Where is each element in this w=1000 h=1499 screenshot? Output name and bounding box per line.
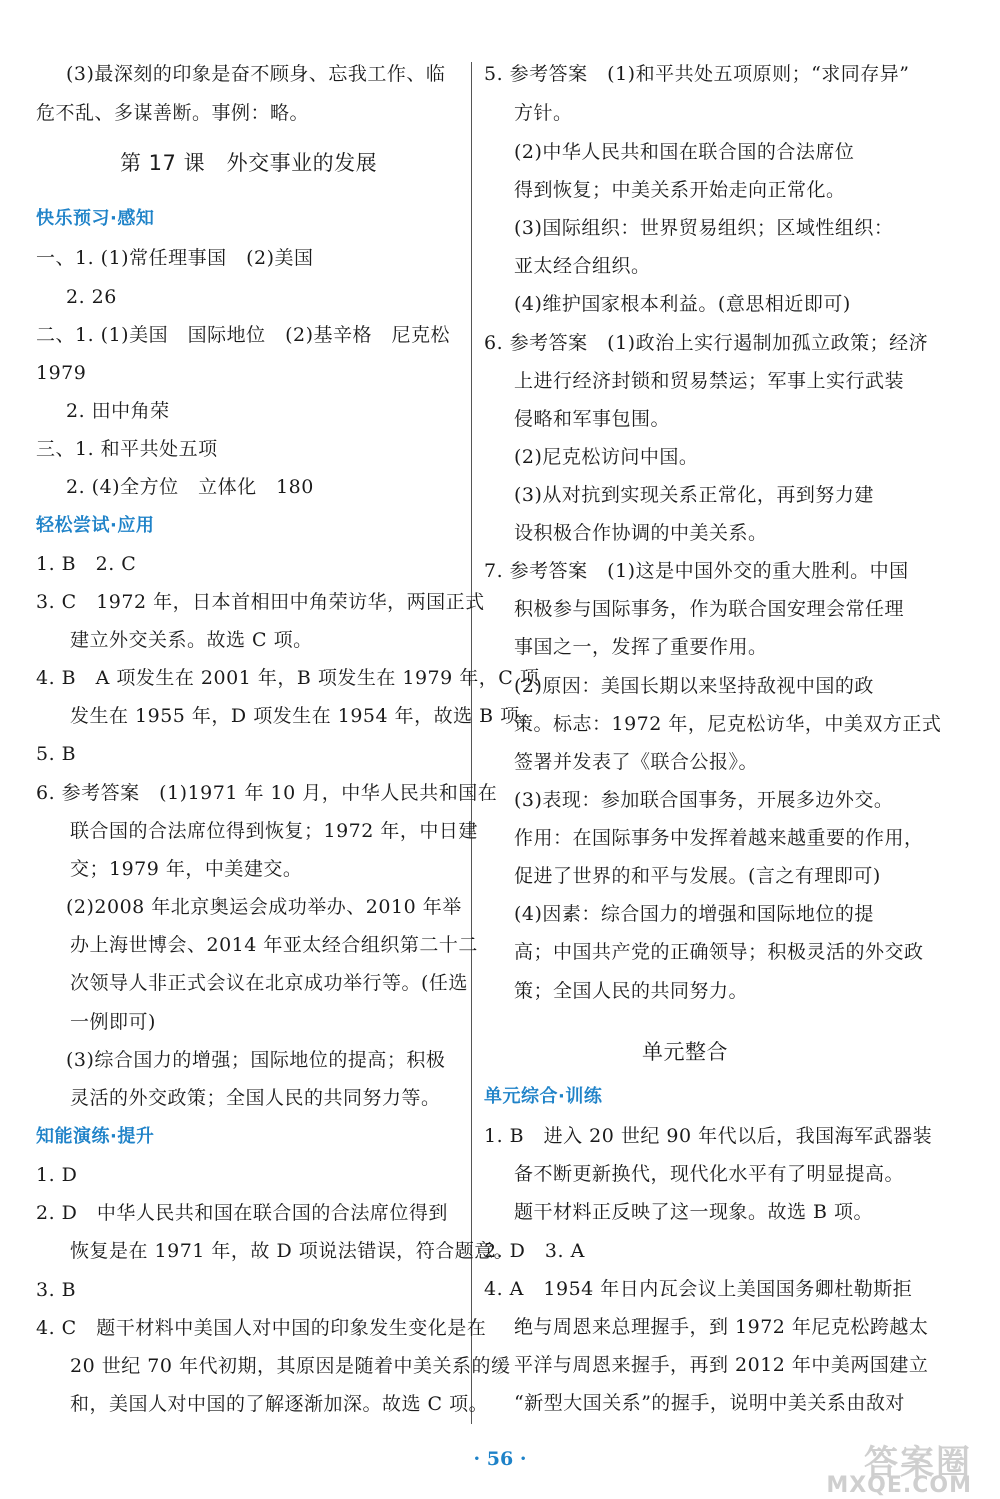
text-line: 5. B xyxy=(36,743,77,765)
text-line: 策；全国人民的共同努力。 xyxy=(514,980,749,1002)
text-line: 1979 xyxy=(36,362,87,384)
text-line: (3)最深刻的印象是奋不顾身、忘我工作、临 xyxy=(66,63,446,85)
text-line: 4. B A 项发生在 2001 年，B 项发生在 1979 年，C 项 xyxy=(36,667,540,689)
text-line: 6. 参考答案 (1)1971 年 10 月，中华人民共和国在 xyxy=(36,782,498,804)
text-line: 恢复是在 1971 年，故 D 项说法错误，符合题意。 xyxy=(70,1240,514,1262)
text-line: 交；1979 年，中美建交。 xyxy=(70,858,303,880)
text-line: 方针。 xyxy=(514,102,573,124)
text-line: 三、1. 和平共处五项 xyxy=(36,438,218,460)
text-line: 上进行经济封锁和贸易禁运；军事上实行武装 xyxy=(514,370,905,392)
text-line: 平洋与周恩来握手，再到 2012 年中美两国建立 xyxy=(514,1354,929,1376)
text-line: (3)表现：参加联合国事务，开展多边外交。 xyxy=(514,789,894,811)
text-line: 积极参与国际事务，作为联合国安理会常任理 xyxy=(514,598,905,620)
text-line: (4)因素：综合国力的增强和国际地位的提 xyxy=(514,903,874,925)
text-line: 2. 田中角荣 xyxy=(66,400,170,422)
text-line: 备不断更新换代，现代化水平有了明显提高。 xyxy=(514,1163,905,1185)
section-heading: 单元综合·训练 xyxy=(484,1086,603,1107)
text-line: 7. 参考答案 (1)这是中国外交的重大胜利。中国 xyxy=(484,560,909,582)
text-line: (2)中华人民共和国在联合国的合法席位 xyxy=(514,141,855,163)
text-line: (2)2008 年北京奥运会成功举办、2010 年举 xyxy=(66,896,462,918)
text-line: 20 世纪 70 年代初期，其原因是随着中美关系的缓 xyxy=(70,1355,511,1377)
section-heading: 轻松尝试·应用 xyxy=(36,515,155,536)
text-line: (2)原因：美国长期以来坚持敌视中国的政 xyxy=(514,675,874,697)
text-line: 得到恢复；中美关系开始走向正常化。 xyxy=(514,179,846,201)
text-line: 5. 参考答案 (1)和平共处五项原则；“求同存异” xyxy=(484,63,910,85)
section-heading: 快乐预习·感知 xyxy=(36,208,155,229)
text-line: 题干材料正反映了这一现象。故选 B 项。 xyxy=(514,1201,874,1223)
lesson-title: 第 17 课 外交事业的发展 xyxy=(120,151,378,175)
text-line: 1. D xyxy=(36,1164,78,1186)
text-line: 1. B 进入 20 世纪 90 年代以后，我国海军武器装 xyxy=(484,1125,933,1147)
page-number: · 56 · xyxy=(473,1448,527,1470)
text-line: 事国之一，发挥了重要作用。 xyxy=(514,636,768,658)
text-line: 危不乱、多谋善断。事例：略。 xyxy=(36,102,310,124)
text-line: 3. B xyxy=(36,1279,77,1301)
text-line: 建立外交关系。故选 C 项。 xyxy=(70,629,313,651)
text-line: 一、1. (1)常任理事国 (2)美国 xyxy=(36,247,314,269)
text-line: 4. C 题干材料中美国人对中国的印象发生变化是在 xyxy=(36,1317,487,1339)
text-line: 2. (4)全方位 立体化 180 xyxy=(66,476,314,498)
text-line: 侵略和军事包围。 xyxy=(514,408,671,430)
text-line: 4. A 1954 年日内瓦会议上美国国务卿杜勒斯拒 xyxy=(484,1278,913,1300)
text-line: 6. 参考答案 (1)政治上实行遏制加孤立政策；经济 xyxy=(484,332,929,354)
text-line: 亚太经合组织。 xyxy=(514,255,651,277)
watermark-title: 答案圈 xyxy=(864,1443,972,1483)
text-line: 一例即可) xyxy=(70,1011,156,1033)
text-line: 策。标志：1972 年，尼克松访华，中美双方正式 xyxy=(514,713,942,735)
unit-title: 单元整合 xyxy=(642,1040,728,1064)
text-line: 灵活的外交政策；全国人民的共同努力等。 xyxy=(70,1087,441,1109)
watermark xyxy=(782,1435,972,1497)
text-line: 2. 26 xyxy=(66,286,117,308)
text-line: 设积极合作协调的中美关系。 xyxy=(514,522,768,544)
text-line: (3)综合国力的增强；国际地位的提高；积极 xyxy=(66,1049,446,1071)
watermark-url: MXQE.COM xyxy=(826,1473,972,1498)
text-line: (3)国际组织：世界贸易组织；区域性组织： xyxy=(514,217,894,239)
text-line: 绝与周恩来总理握手，到 1972 年尼克松跨越太 xyxy=(514,1316,929,1338)
text-line: 发生在 1955 年，D 项发生在 1954 年，故选 B 项。 xyxy=(70,705,540,727)
text-line: 办上海世博会、2014 年亚太经合组织第二十二 xyxy=(70,934,478,956)
text-line: 作用：在国际事务中发挥着越来越重要的作用， xyxy=(514,827,924,849)
text-line: (3)从对抗到实现关系正常化，再到努力建 xyxy=(514,484,874,506)
text-line: 和，美国人对中国的了解逐渐加深。故选 C 项。 xyxy=(70,1393,489,1415)
text-line: 2. D 3. A xyxy=(484,1240,585,1262)
section-heading: 知能演练·提升 xyxy=(36,1126,155,1147)
text-line: 签署并发表了《联合公报》。 xyxy=(514,751,759,773)
text-line: 联合国的合法席位得到恢复；1972 年，中日建 xyxy=(70,820,478,842)
text-line: (2)尼克松访问中国。 xyxy=(514,446,699,468)
text-line: “新型大国关系”的握手，说明中美关系由敌对 xyxy=(514,1392,905,1414)
column-divider xyxy=(471,62,472,1424)
text-line: 2. D 中华人民共和国在联合国的合法席位得到 xyxy=(36,1202,448,1224)
text-line: (4)维护国家根本利益。(意思相近即可) xyxy=(514,293,851,315)
text-line: 1. B 2. C xyxy=(36,553,137,575)
text-line: 次领导人非正式会议在北京成功举行等。(任选 xyxy=(70,972,468,994)
text-line: 促进了世界的和平与发展。(言之有理即可) xyxy=(514,865,881,887)
text-line: 二、1. (1)美国 国际地位 (2)基辛格 尼克松 xyxy=(36,324,450,346)
text-line: 3. C 1972 年，日本首相田中角荣访华，两国正式 xyxy=(36,591,485,613)
text-line: 高；中国共产党的正确领导；积极灵活的外交政 xyxy=(514,941,924,963)
